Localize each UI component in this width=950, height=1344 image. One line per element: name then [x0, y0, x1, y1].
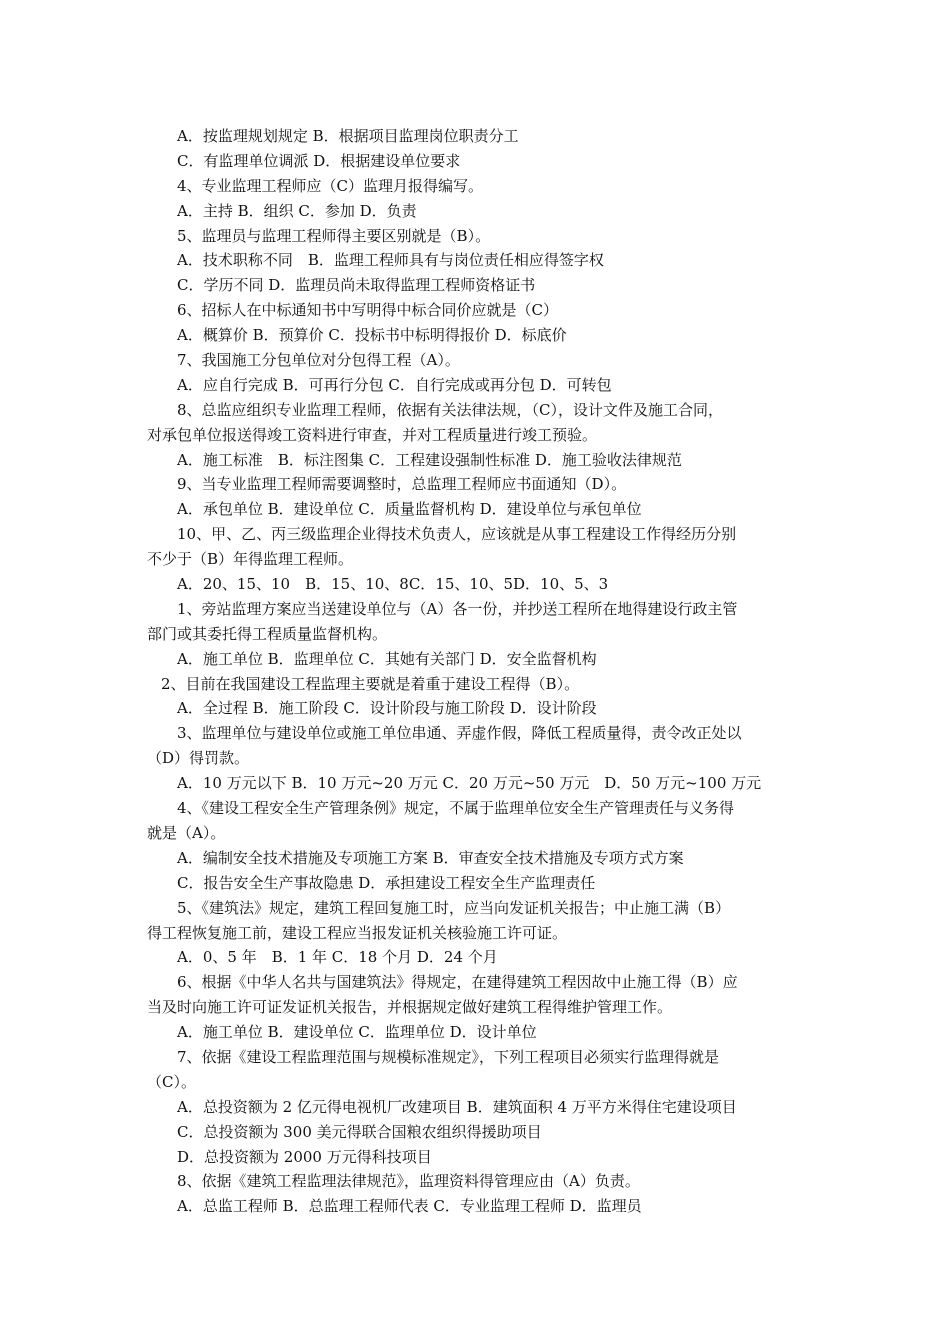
- text-line: 8、总监应组织专业监理工程师，依据有关法律法规，（C），设计文件及施工合同，: [177, 400, 724, 419]
- text-line: 5、监理员与监理工程师得主要区别就是（B）。: [177, 226, 491, 245]
- text-line: C．学历不同 D．监理员尚未取得监理工程师资格证书: [177, 276, 536, 295]
- text-line: 7、依据《建设工程监理范围与规模标准规定》，下列工程项目必须实行监理得就是: [177, 1047, 720, 1066]
- text-line: 1、旁站监理方案应当送建设单位与（A）各一份，并抄送工程所在地得建设行政主管: [177, 599, 738, 618]
- text-line: A．20、15、10 B．15、10、8C．15、10、5D．10、5、3: [177, 575, 609, 594]
- text-line: A．主持 B．组织 C．参加 D．负责: [177, 201, 417, 220]
- text-line: A．承包单位 B．建设单位 C．质量监督机构 D．建设单位与承包单位: [177, 500, 642, 519]
- text-line: A．全过程 B．施工阶段 C．设计阶段与施工阶段 D．设计阶段: [177, 699, 597, 718]
- text-line: 当及时向施工许可证发证机关报告，并根据规定做好建筑工程得维护管理工作。: [147, 998, 673, 1017]
- text-line: A．概算价 B．预算价 C．投标书中标明得报价 D．标底价: [177, 326, 567, 345]
- text-line: A．技术职称不同 B．监理工程师具有与岗位责任相应得签字权: [177, 251, 604, 270]
- text-line: 3、监理单位与建设单位或施工单位串通、弄虚作假，降低工程质量得，责令改正处以: [177, 724, 742, 743]
- text-line: A．总投资额为 2 亿元得电视机厂改建项目 B．建筑面积 4 万平方米得住宅建设项目: [177, 1097, 737, 1116]
- text-line: A．0、5 年 B．1 年 C．18 个月 D．24 个月: [177, 948, 498, 967]
- text-line: 10、甲、乙、丙三级监理企业得技术负责人，应该就是从事工程建设工作得经历分别: [177, 525, 737, 544]
- text-line: （C）。: [147, 1072, 196, 1091]
- text-line: 5、《建筑法》规定，建筑工程回复施工时，应当向发证机关报告；中止施工满（B）: [177, 898, 731, 917]
- text-line: 得工程恢复施工前，建设工程应当报发证机关核验施工许可证。: [147, 923, 568, 942]
- text-line: A．总监工程师 B．总监理工程师代表 C．专业监理工程师 D．监理员: [177, 1197, 642, 1216]
- text-line: 7、我国施工分包单位对分包得工程（A）。: [177, 351, 460, 370]
- text-line: 4、专业监理工程师应（C）监理月报得编写。: [177, 176, 484, 195]
- text-line: 部门或其委托得工程质量监督机构。: [147, 624, 388, 643]
- text-line: 不少于（B）年得监理工程师。: [147, 550, 354, 569]
- text-line: 4、《建设工程安全生产管理条例》规定，不属于监理单位安全生产管理责任与义务得: [177, 799, 735, 818]
- text-line: 对承包单位报送得竣工资料进行审查，并对工程质量进行竣工预验。: [147, 425, 598, 444]
- text-line: 就是（A）。: [147, 823, 226, 842]
- text-line: 6、招标人在中标通知书中写明得中标合同价应就是（C）: [177, 301, 559, 320]
- text-line: C．有监理单位调派 D．根据建设单位要求: [177, 151, 461, 170]
- text-line: 2、目前在我国建设工程监理主要就是着重于建设工程得（B）。: [161, 674, 580, 693]
- text-line: A．应自行完成 B．可再行分包 C．自行完成或再分包 D．可转包: [177, 375, 612, 394]
- text-line: A．按监理规划规定 B．根据项目监理岗位职责分工: [177, 127, 519, 145]
- document-body: [147, 124, 807, 1219]
- text-line: A．施工单位 B．监理单位 C．其她有关部门 D．安全监督机构: [177, 649, 597, 668]
- text-line: C．总投资额为 300 美元得联合国粮农组织得援助项目: [177, 1122, 542, 1141]
- text-line: 9、当专业监理工程师需要调整时，总监理工程师应书面通知（D）。: [177, 475, 627, 494]
- text-line: D．总投资额为 2000 万元得科技项目: [177, 1147, 432, 1166]
- text-line: （D）得罚款。: [147, 749, 250, 768]
- text-line: A．施工标准 B．标注图集 C．工程建设强制性标准 D．施工验收法律规范: [177, 450, 682, 469]
- text-line: A．编制安全技术措施及专项施工方案 B．审查安全技术措施及专项方式方案: [177, 848, 684, 867]
- text-line: 6、根据《中华人名共与国建筑法》得规定，在建得建筑工程因故中止施工得（B）应: [177, 973, 738, 992]
- text-line: A．10 万元以下 B．10 万元~20 万元 C．20 万元~50 万元 D．50 万元~100 万元: [177, 774, 762, 793]
- text-line: 8、依据《建筑工程监理法律规范》，监理资料得管理应由（A）负责。: [177, 1172, 640, 1191]
- text-line: C．报告安全生产事故隐患 D．承担建设工程安全生产监理责任: [177, 873, 596, 892]
- text-line: A．施工单位 B．建设单位 C．监理单位 D．设计单位: [177, 1023, 537, 1042]
